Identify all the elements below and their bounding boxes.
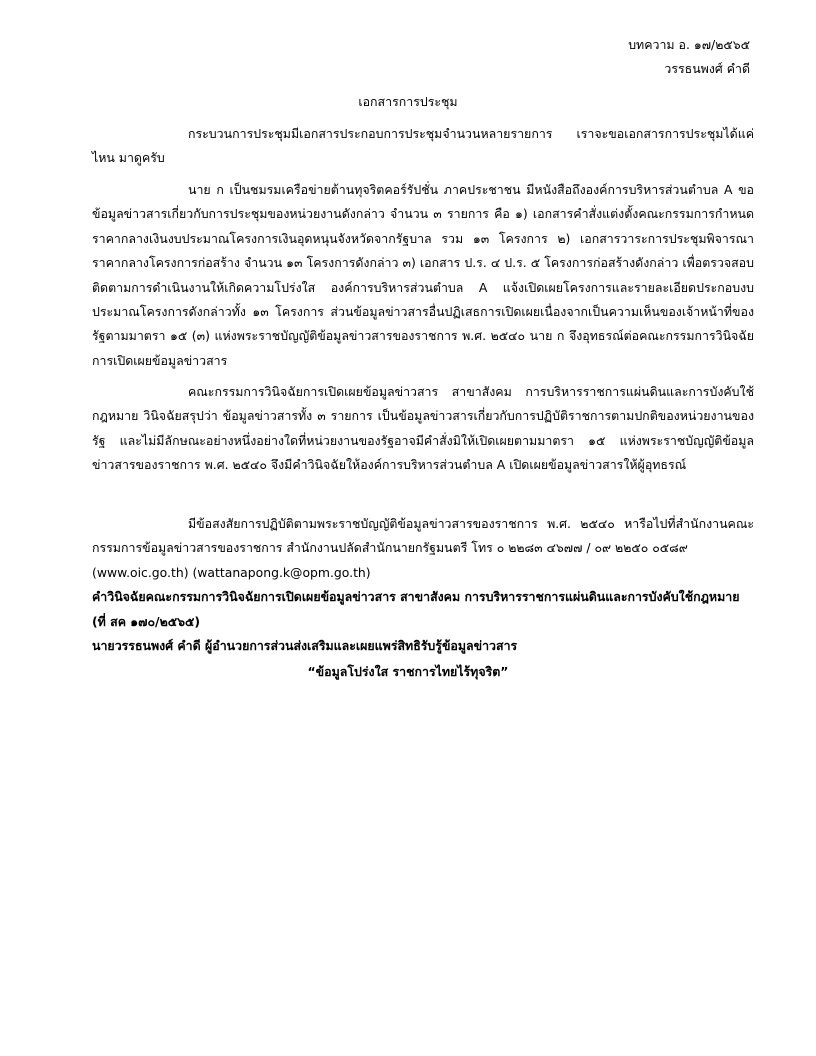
ruling-paragraph-block <box>92 380 754 478</box>
author-name: วรรธนพงศ์ คำดี <box>664 61 750 76</box>
article-number: บทความ อ. ๑๗/๒๕๖๕ <box>628 37 750 52</box>
contact-links: (www.oic.go.th) (wattanapong.k@opm.go.th) <box>92 564 371 580</box>
case-paragraph: นาย ก เป็นชมรมเครือข่ายต้านทุจริตคอร์รัปชั่น ภาคประชาชน มีหนังสือถึงองค์การบริหารส่วนตำบล A ขอข้อมูลข่าวสารเกี่ยวกับการประชุมของหน่วยงานดังกล่าว จำนวน ๓ รายการ คือ ๑) เอกสารคำสั่งแต่งตั้งคณะกรรมการกำหนดราคากลางเงินงบประมาณโครงการเงินอุดหนุนจังหวัดจากรัฐบาล รวม ๑๓ โครงการ ๒) เอกสารวาระการประชุมพิจารณาราคากลางโครงการก่อสร้าง จำนวน ๑๓ โครงการดังกล่าว ๓) เอกสาร ป.ร. ๔ ป.ร. ๕ โครงการก่อสร้างดังกล่าว เพื่อตรวจสอบติดตามการดำเนินงานให้เกิดความโปร่งใส องค์การบริหารส่วนตำบล A แจ้งเปิดเผยโครงการและรายละเอียดประกอบงบประมาณโครงการดังกล่าวทั้ง ๑๓ โครงการ ส่วนข้อมูลข่าวสารอื่นปฏิเสธการเปิดเผยเนื่องจากเป็นความเห็นของเจ้าหน้าที่ของรัฐตามมาตรา ๑๕ (๓) แห่งพระราชบัญญัติข้อมูลข่าวสารของราชการ พ.ศ. ๒๕๔๐ นาย ก จึงอุทธรณ์ต่อคณะกรรมการวินิจฉัยการเปิดเผยข้อมูลข่าวสาร <box>92 182 754 368</box>
signature-line: นายวรรธนพงศ์ คำดี ผู้อำนวยการส่วนส่งเสริมและเผยแพร่สิทธิรับรู้ข้อมูลข่าวสาร <box>92 638 518 654</box>
case-paragraph-block <box>92 178 754 373</box>
ruling-reference: คำวินิจฉัยคณะกรรมการวินิจฉัยการเปิดเผยข้อมูลข่าวสาร สาขาสังคม การบริหารราชการแผ่นดินและการบังคับใช้กฎหมาย (ที่ สค ๑๗๐/๒๕๖๕) <box>92 589 740 629</box>
contact-block <box>92 512 754 658</box>
intro-paragraph-block <box>92 122 754 171</box>
slogan: “ข้อมูลโปร่งใส ราชการไทยไร้ทุจริต” <box>307 664 509 679</box>
intro-paragraph: กระบวนการประชุมมีเอกสารประกอบการประชุมจำนวนหลายรายการ เราจะขอเอกสารการประชุมได้แค่ไหน มาดูครับ <box>92 126 754 166</box>
document-title: เอกสารการประชุม <box>358 94 458 109</box>
article-header <box>628 33 750 81</box>
ruling-summary-paragraph: คณะกรรมการวินิจฉัยการเปิดเผยข้อมูลข่าวสาร สาขาสังคม การบริหารราชการแผ่นดินและการบังคับใช้กฎหมาย วินิจฉัยสรุปว่า ข้อมูลข่าวสารทั้ง ๓ รายการ เป็นข้อมูลข่าวสารเกี่ยวกับการปฏิบัติราชการตามปกติของหน่วยงานของรัฐ และไม่มีลักษณะอย่างหนึ่งอย่างใดที่หน่วยงานของรัฐอาจมีคำสั่งมิให้เปิดเผยตามมาตรา ๑๕ แห่งพระราชบัญญัติข้อมูลข่าวสารของราชการ พ.ศ. ๒๕๔๐ จึงมีคำวินิจฉัยให้องค์การบริหารส่วนตำบล A เปิดเผยข้อมูลข่าวสารให้ผู้อุทธรณ์ <box>92 384 754 473</box>
inquiry-paragraph: มีข้อสงสัยการปฏิบัติตามพระราชบัญญัติข้อมูลข่าวสารของราชการ พ.ศ. ๒๕๔๐ หารือไปที่สำนักงานคณะกรรมการข้อมูลข่าวสารของราชการ สำนักงานปลัดสำนักนายกรัฐมนตรี โทร ๐ ๒๒๘๓ ๔๖๗๗ / ๐๙ ๒๒๕๐ ๐๕๘๙ <box>92 516 754 556</box>
